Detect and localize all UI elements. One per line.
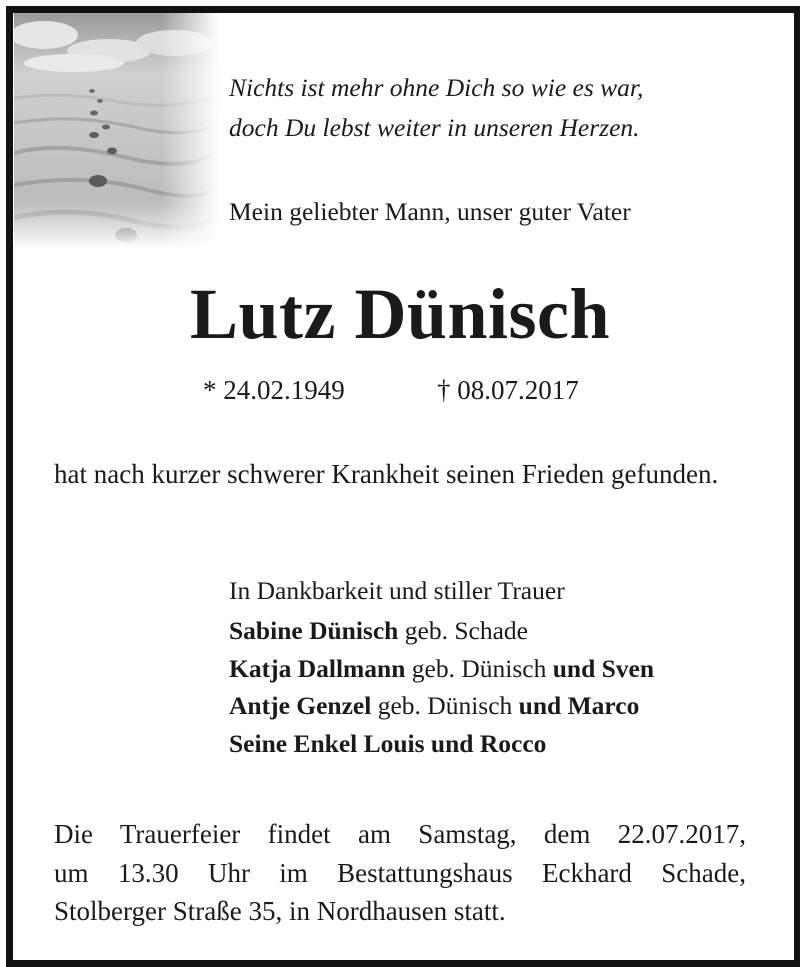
announcement-text: hat nach kurzer schwerer Krankheit seinen Frieden gefunden.: [54, 459, 719, 489]
verse-line: doch Du lebst weiter in unseren Herzen.: [229, 113, 640, 142]
mourners-list: [229, 612, 654, 762]
mourner-name: Sabine Dünisch: [229, 616, 399, 645]
verse: [229, 68, 643, 148]
funeral-line: um 13.30 Uhr im Bestattungshaus Eckhard Schade,: [54, 857, 746, 888]
footprints-in-sand-image: [14, 13, 219, 249]
deceased-name: Lutz Dünisch: [189, 274, 611, 354]
funeral-line: Stolberger Straße 35, in Nordhausen statt.: [54, 896, 506, 926]
funeral-line: Die Trauerfeier findet am Samstag, dem 22.07.2017,: [54, 819, 746, 849]
death-date: † 08.07.2017: [437, 375, 579, 405]
mourner-partner: und Marco: [518, 691, 640, 720]
mourner-nee: geb. Dünisch: [371, 691, 519, 720]
mourner-row: [229, 725, 654, 763]
mourner-row: [229, 687, 654, 725]
mourner-nee: geb. Schade: [398, 616, 528, 645]
birth-date: * 24.02.1949: [203, 375, 345, 405]
mourner-row: [229, 612, 654, 650]
intro-line: Mein geliebter Mann, unser guter Vater: [229, 197, 631, 226]
mourner-partner: und Sven: [552, 653, 655, 683]
mourner-name: Katja Dallmann: [229, 653, 406, 683]
mourner-row: [229, 650, 654, 688]
mourner-name: Seine Enkel Louis und Rocco: [229, 728, 547, 758]
funeral-details: [54, 815, 746, 931]
mourner-nee: geb. Dünisch: [405, 653, 553, 683]
mourners-heading: In Dankbarkeit und stiller Trauer: [229, 576, 565, 605]
mourner-name: Antje Genzel: [229, 691, 372, 720]
verse-line: Nichts ist mehr ohne Dich so wie es war,: [229, 73, 644, 102]
